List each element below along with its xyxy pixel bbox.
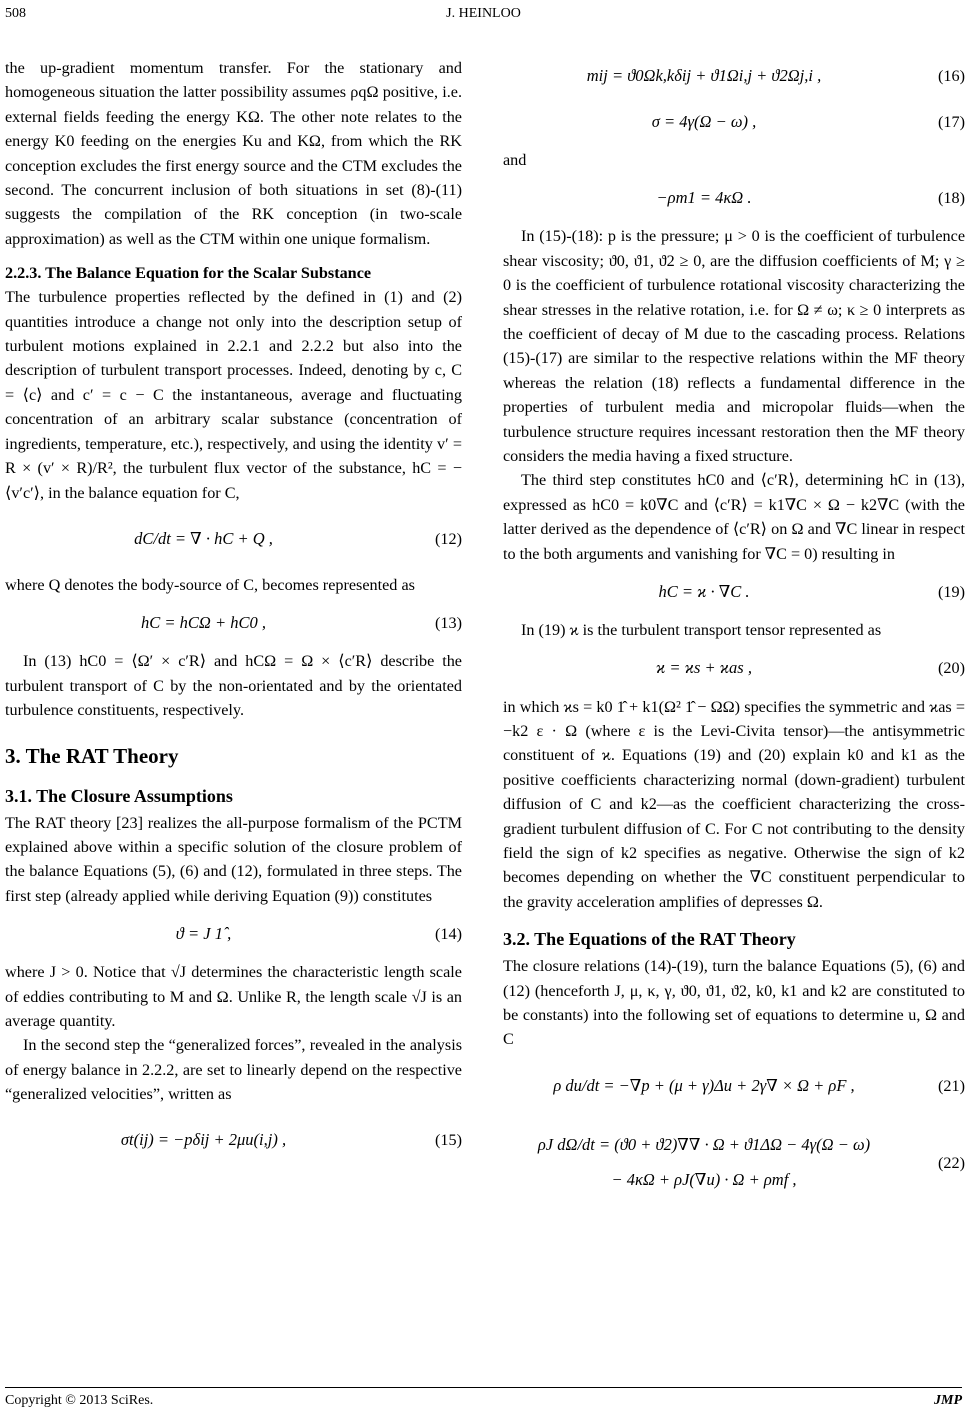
paragraph: in which ϰs = k0 1̂ + k1(Ω² 1̂ − ΩΩ) specifies the symmetric and ϰas = −k2 ε · Ω (where ε is the Levi-Civita tensor)—the antisymmetric constituent of ϰ. Equations (19) and (20) explain k0 and k1 as the positive coefficients characterizing normal (down-gradient) turbulent diffusion of C and k2—as the coefficient characterizing the cross-gradient turbulent diffusion of C. For C not contributing to the density field the sign of k2 specifies as negative. Otherwise the sign of k2 becomes depending on whether the ∇C constituent perpendicular to the gravity acceleration amplifies of depresses Ω. [503,697,965,911]
equation-13 [5,603,462,643]
equation-number: (13) [435,614,462,633]
footer-journal: JMP [934,1393,962,1408]
equation-number: (15) [435,1131,462,1150]
equation-22 [503,1120,965,1206]
equation-line: − 4κΩ + ρJ(∇u) · Ω + ρmf , [611,1169,797,1189]
equation-17 [503,102,965,142]
paragraph: In (13) hC0 = ⟨Ω′ × c′R⟩ and hCΩ = Ω × ⟨c′R⟩ describe the turbulent transport of C by the non-orientated and by the orientated turbulence constituents, respectively. [5,652,462,720]
equation-body: hC = ϰ · ∇C . [658,581,750,601]
equation-15 [5,1113,462,1169]
footer-rule [5,1387,962,1388]
right-column [503,56,965,1212]
equation-body: hC = hCΩ + hC0 , [141,613,266,633]
equation-body: ρ du/dt = −∇p + (μ + γ)Δu + 2γ∇ × Ω + ρF , [553,1075,855,1095]
equation-body: dC/dt = ∇ · hC + Q , [134,528,273,548]
equation-number: (12) [435,529,462,548]
equation-12 [5,511,462,567]
equation-number: (22) [938,1153,965,1172]
paragraph: and [503,151,527,169]
left-column [5,56,462,1175]
equation-18 [503,178,965,218]
paragraph: where Q denotes the body-source of C, becomes represented as [5,575,415,594]
subsection-heading: 2.2.3. The Balance Equation for the Scalar Substance [5,264,372,283]
paragraph: In (19) ϰ is the turbulent transport tensor represented as [521,621,882,640]
equation-body: σt(ij) = −pδij + 2μu(i,j) , [120,1130,287,1150]
paragraph: The turbulence properties reflected by the defined in (1) and (2) quantities introduce a change not only into the description setup of turbulent motions explained in 2.2.1 and 2.2.2 but also into the description of turbulent transport processes. Indeed, denoting by c, C = ⟨c⟩ and c′ = c − C the instantaneous, average and fluctuating concentration of an arbitrary scalar substance (concentration of ingredients, temperature, etc.), respectively, and using the identity v′ = R × (v′ × R)/R², the turbulent flux vector of the substance, hC = −⟨v′c′⟩, in the balance equation for C, [5,288,462,502]
equation-21 [503,1058,965,1114]
equation-line: ρJ dΩ/dt = (ϑ0 + ϑ2)∇∇ · Ω + ϑ1ΔΩ − 4γ(Ω − ω) [537,1135,871,1155]
equation-number: (17) [938,112,965,131]
section-heading: 3. The RAT Theory [5,743,179,768]
paragraph: In (15)-(18): p is the pressure; μ > 0 is the coefficient of turbulence shear viscosity; ϑ0, ϑ1, ϑ2 ≥ 0, are the diffusion coefficients of M; γ ≥ 0 is the coefficient of turbulence rotational viscosity characterizing the shear stresses in the relative rotation, i.e. for Ω ≠ ω; κ ≥ 0 interprets as the coefficient of decay of M due to the cascading process. Relations (15)-(17) are similar to the respective relations within the MF theory whereas the relation (18) reflects a fundamental difference in the properties of turbulent media and micropolar fluids—when the turbulence structure requires incessant restoration then the MF theory considers the media having a fixed structure. [503,227,965,466]
equation-body: −ρm1 = 4κΩ . [656,188,752,208]
equation-body [503,1120,905,1206]
equation-body: mij = ϑ0Ωk,kδij + ϑ1Ωi,j + ϑ2Ωj,i , [586,65,822,85]
paragraph: the up-gradient momentum transfer. For the stationary and homogeneous situation the latter possibility assumes ρqΩ positive, i.e. external fields feeding the energy KΩ. The other note relates to the energy K0 feeding on the energies Ku and KΩ, from which the RK conception excludes the first energy source and the CTM excludes the second. The concurrent inclusion of both situations in set (8)-(11) suggests the compilation of the RK conception (in two-scale approximation) as well as the CTM within one unique formalism. [5,59,462,248]
equation-number: (16) [938,66,965,85]
equation-number: (18) [938,189,965,208]
paragraph: The third step constitutes hC0 and ⟨c′R⟩, determining hC in (13), expressed as hC0 = k0∇C and ⟨c′R⟩ = k1∇C × Ω − k2∇C (with the latter derived as the dependence of ⟨c′R⟩ on Ω and ∇C linear in respect to the both arguments and vanishing for ∇C = 0) resulting in [503,471,965,563]
subsection-heading: 3.2. The Equations of the RAT Theory [503,929,796,950]
footer-copyright: Copyright © 2013 SciRes. [5,1393,154,1408]
paragraph: In the second step the “generalized forces”, revealed in the analysis of energy balance in 2.2.2, are set to linearly depend on the respective “generalized velocities”, written as [5,1036,462,1104]
equation-number: (14) [435,924,462,943]
paragraph: The RAT theory [23] realizes the all-purpose formalism of the PCTM explained above within a specific solution of the closure problem of the balance Equations (5), (6) and (12), formulated in three steps. The first step (already applied while deriving Equation (9)) constitutes [5,813,462,905]
equation-19 [503,572,965,612]
equation-20 [503,649,965,689]
page-number: 508 [5,6,26,21]
paragraph: The closure relations (14)-(19), turn the balance Equations (5), (6) and (12) (henceforth J, μ, κ, γ, ϑ0, ϑ1, ϑ2, k0, k1 and k2 are constituted to be constants) into the following set of equations to determine u, Ω and C [503,957,965,1049]
equation-14 [5,914,462,954]
equation-16 [503,56,965,96]
equation-body: ϰ = ϰs + ϰas , [656,658,752,678]
equation-number: (19) [938,582,965,601]
equation-body: ϑ = J 1̂ , [175,923,232,943]
paragraph: where J > 0. Notice that √J determines the characteristic length scale of eddies contributing to M and Ω. Unlike R, the length scale √J is an average quantity. [5,963,462,1030]
equation-body: σ = 4γ(Ω − ω) , [651,111,757,131]
equation-number: (21) [938,1076,965,1095]
equation-number: (20) [938,659,965,678]
running-head: J. HEINLOO [446,6,521,21]
subsection-heading: 3.1. The Closure Assumptions [5,785,233,806]
